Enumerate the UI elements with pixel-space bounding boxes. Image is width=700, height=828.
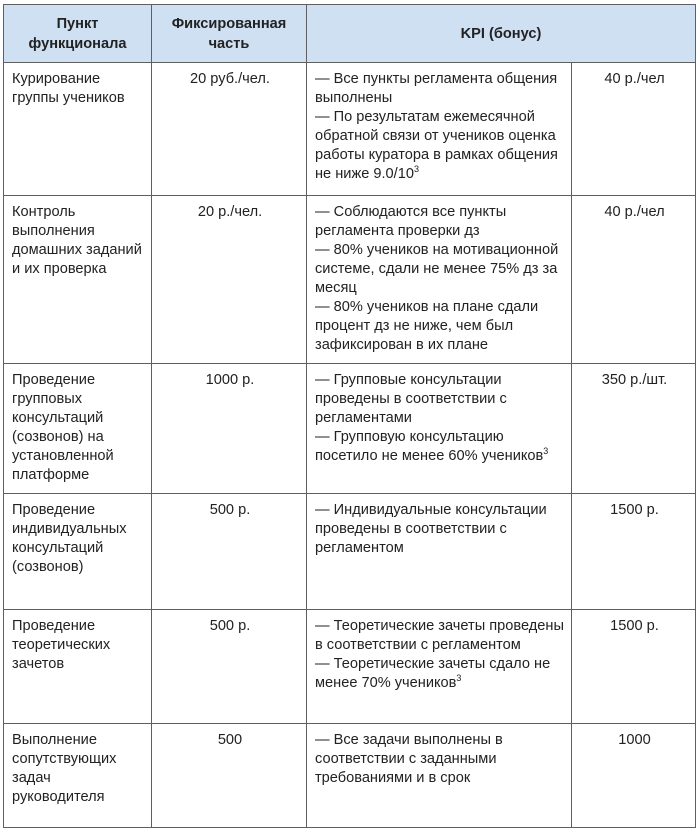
criteria-line: — Все задачи выполнены в соответствии с заданными требованиями и в срок [315, 732, 503, 786]
criteria-line: — 80% учеников на мотивационной системе, сдали не менее 75% дз за месяц [315, 242, 559, 296]
table-row [4, 63, 696, 196]
fixed-cell: 20 р./чел. [152, 196, 307, 364]
table-row [4, 610, 696, 724]
table-row [4, 196, 696, 364]
kpi-table [3, 4, 696, 828]
criteria-text: — Теоретические зачеты сдало не менее 70% учеников [315, 656, 551, 691]
footnote-mark: 3 [456, 673, 462, 684]
fixed-cell: 1000 р. [152, 364, 307, 494]
fixed-cell: 20 руб./чел. [152, 63, 307, 196]
fixed-cell: 500 р. [152, 494, 307, 610]
fixed-cell: 500 [152, 724, 307, 828]
criteria-cell [307, 196, 572, 364]
criteria-line: — Соблюдаются все пункты регламента проверки дз [315, 204, 507, 239]
criteria-line [315, 655, 565, 693]
item-cell: Контроль выполнения домашних заданий и их проверка [4, 196, 152, 364]
criteria-text: — По результатам ежемесячной обратной связи от учеников оценка работы куратора в рамках общения не ниже 9.0/10 [315, 109, 558, 182]
criteria-cell [307, 63, 572, 196]
criteria-cell [307, 364, 572, 494]
header-fixed: Фиксированная часть [152, 5, 307, 63]
bonus-cell: 40 р./чел [572, 63, 696, 196]
criteria-cell [307, 610, 572, 724]
header-kpi: KPI (бонус) [307, 5, 696, 63]
header-row [4, 5, 696, 63]
table-row [4, 494, 696, 610]
header-item: Пункт функционала [4, 5, 152, 63]
criteria-line: — Групповые консультации проведены в соответствии с регламентами [315, 372, 507, 426]
table-row [4, 364, 696, 494]
fixed-cell: 500 р. [152, 610, 307, 724]
item-cell: Проведение индивидуальных консультаций (созвонов) [4, 494, 152, 610]
item-cell: Выполнение сопутствующих задач руководителя [4, 724, 152, 828]
criteria-line: — Индивидуальные консультации проведены в соответствии с регламентом [315, 502, 547, 556]
item-cell: Проведение теоретических зачетов [4, 610, 152, 724]
bonus-cell: 40 р./чел [572, 196, 696, 364]
item-cell: Курирование группы учеников [4, 63, 152, 196]
criteria-line [315, 428, 565, 466]
criteria-line: — Все пункты регламента общения выполнены [315, 71, 558, 106]
table-row [4, 724, 696, 828]
bonus-cell: 1000 [572, 724, 696, 828]
footnote-mark: 3 [413, 164, 419, 175]
bonus-cell: 350 р./шт. [572, 364, 696, 494]
bonus-cell: 1500 р. [572, 494, 696, 610]
footnote-mark: 3 [543, 446, 549, 457]
criteria-line [315, 108, 565, 184]
criteria-cell [307, 494, 572, 610]
criteria-cell [307, 724, 572, 828]
bonus-cell: 1500 р. [572, 610, 696, 724]
criteria-text: — Групповую консультацию посетило не менее 60% учеников [315, 429, 544, 464]
criteria-line: — 80% учеников на плане сдали процент дз не ниже, чем был зафиксирован в их плане [315, 299, 539, 353]
item-cell: Проведение групповых консультаций (созвонов) на установленной платформе [4, 364, 152, 494]
criteria-line: — Теоретические зачеты проведены в соответствии с регламентом [315, 618, 564, 653]
